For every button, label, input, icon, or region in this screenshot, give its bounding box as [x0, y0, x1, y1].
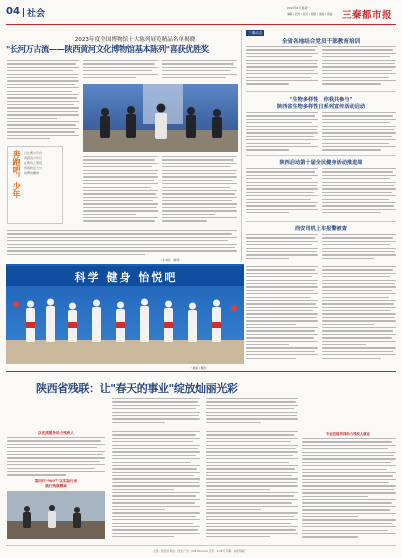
bottom-story-headline: 陕西省残联：让"春天的事业"绽放灿丽光彩 — [36, 382, 238, 395]
top-story-col-4 — [83, 156, 158, 226]
right-small-headline: 西安司机上车报警被查 — [295, 226, 347, 232]
bottom-right-body — [302, 438, 396, 539]
top-story-headline: "长河万古流——陕西黄河文化博物馆基本陈列"喜获优胜奖 — [6, 44, 209, 54]
top-story-caption: （1-3版）（新闻） — [160, 258, 182, 262]
paper-logo: 三秦都市报 — [342, 10, 393, 21]
vertical-box-line: 奔跑的少年们 — [24, 156, 43, 160]
bottom-story-rule — [6, 371, 396, 372]
vertical-box-lines — [24, 151, 62, 176]
vertical-box — [7, 146, 63, 224]
section-divider — [23, 8, 24, 17]
vertical-box-line: 青春的活力与 — [24, 166, 43, 170]
right-lower-body-2 — [322, 266, 396, 362]
right-mid-body-2 — [322, 112, 396, 152]
vertical-box-line: 以比赛为平台 — [24, 151, 43, 155]
right-small-body-2 — [322, 234, 396, 262]
footer-text: 社址：西安市 地址：西安 广告：029-8xxxxxx 定价：1.20元 印刷：本报印刷厂 — [153, 550, 247, 553]
column-divider — [241, 30, 242, 262]
main-photo — [6, 264, 244, 364]
top-story-col-6 — [7, 230, 237, 260]
top-story-col-1 — [7, 60, 79, 142]
masthead-rule — [6, 24, 396, 25]
top-story-col-3 — [162, 60, 237, 82]
right-divider-2 — [246, 155, 396, 156]
right-divider-3 — [246, 221, 396, 222]
bottom-left-sub-1: 以优质服务助力残疾人 — [38, 431, 74, 435]
right-top-body-2 — [322, 46, 396, 88]
top-photo — [83, 84, 238, 152]
bottom-lead-1 — [112, 398, 200, 428]
right-mid-headline-2: 陕西省生物多样性日系列宣传活动启动 — [276, 104, 366, 110]
page-number: 04 — [6, 6, 20, 17]
main-photo-caption: （城事 / 摄影） — [190, 366, 209, 370]
right-mid-body-1 — [246, 112, 318, 152]
right-divider-1 — [246, 91, 396, 92]
top-photo-image — [83, 84, 238, 152]
vertical-box-line: 在赛场上展现 — [24, 161, 43, 165]
bottom-left-photo-image — [7, 491, 105, 539]
right-mid2-body-2 — [322, 168, 396, 218]
masthead — [0, 0, 402, 24]
right-mid-headline-1: "生物多样性 你我共参与" — [289, 97, 353, 103]
main-photo-banner: 科学 健身 怡悦吧 — [74, 271, 178, 284]
paper-meta — [287, 6, 339, 16]
top-story-kicker: 2023年度全国博物馆十大陈列展览精品名单揭晓 — [74, 37, 196, 43]
bottom-lead-2 — [206, 398, 298, 428]
bottom-right-sub: 专业技能培训助力残疾人就业 — [325, 432, 371, 436]
right-top-headline: 全省各地结合党员干部教育培训 — [281, 39, 361, 45]
right-lower-body-1 — [246, 266, 318, 362]
right-small-body-1 — [246, 234, 318, 262]
top-story-col-2 — [83, 60, 158, 82]
right-mid2-body-1 — [246, 168, 318, 218]
bottom-left-photo — [7, 491, 105, 539]
bottom-col-2 — [206, 431, 298, 539]
vertical-box-title: 奔跑吧，少年 — [12, 150, 22, 198]
vertical-box-line: 拼搏的精神 — [24, 171, 40, 175]
section-name: 社会 — [27, 9, 46, 19]
bottom-left-sub-2: 第四代"9097"以实际行动 — [34, 479, 78, 483]
right-tag: 三秦动态 — [248, 30, 263, 35]
bottom-col-1 — [112, 431, 200, 539]
paper-meta-date: 2023年8月 星期一 — [287, 6, 310, 10]
top-story-col-5 — [162, 156, 237, 226]
right-mid2-headline: 陕西启动第十届全民健身活动推进周 — [279, 160, 363, 166]
bottom-left-sub-3: 践行残联精神 — [45, 484, 67, 488]
bottom-left-body-1 — [7, 437, 105, 477]
right-top-body-1 — [246, 46, 318, 88]
footer-rule — [6, 545, 396, 546]
paper-meta-editors: 编辑 / 校对 / 版式 / 组版 / 美编 / 责编 — [287, 12, 333, 16]
